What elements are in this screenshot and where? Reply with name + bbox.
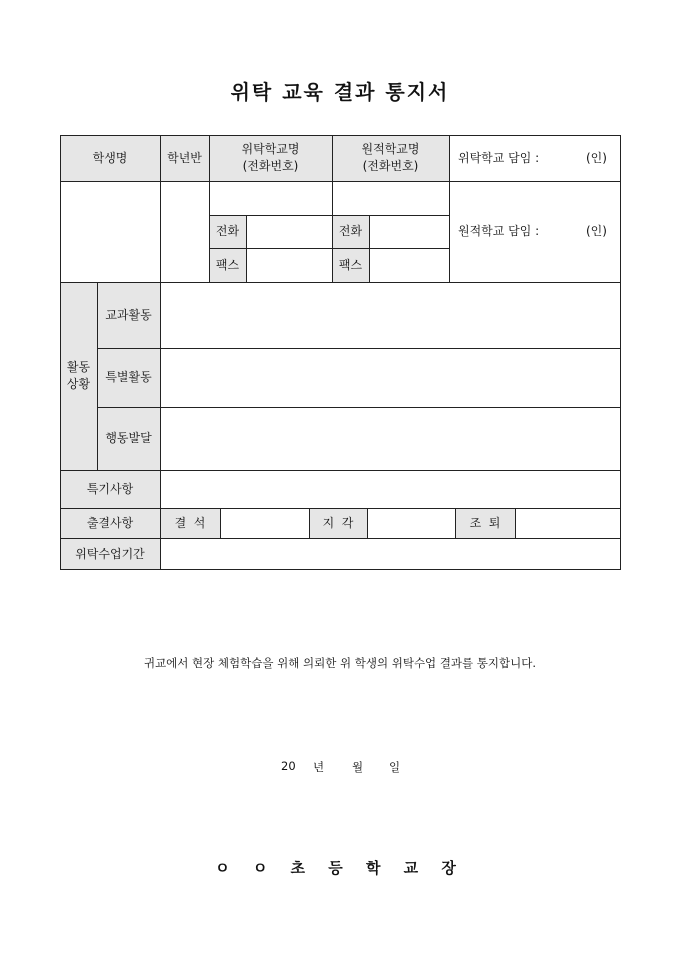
origin-teacher-label: 원적학교 담임 : — [458, 224, 540, 238]
fax-label-origin: 팩스 — [338, 257, 363, 272]
notice-text: 귀교에서 현장 체험학습을 위해 의뢰한 위 학생의 위탁수업 결과를 통지합니다. — [143, 656, 537, 670]
attendance-label: 출결사항 — [86, 515, 134, 530]
grade-class-label: 학년반 — [167, 150, 202, 165]
phone-label-consign: 전화 — [215, 224, 240, 238]
origin-school-label — [332, 135, 449, 181]
consign-school-phone: (전화번호) — [242, 159, 299, 173]
early-leave-label: 조 퇴 — [469, 515, 501, 530]
consign-school-name: 위탁학교명 — [241, 142, 300, 156]
activity-subject-label: 교과활동 — [105, 307, 152, 322]
date-month-unit: 월 — [352, 760, 364, 774]
origin-school-name: 원적학교명 — [361, 142, 420, 156]
consign-teacher-seal: (인) — [586, 150, 607, 165]
remarks-label: 특기사항 — [86, 481, 134, 496]
fax-label-consign: 팩스 — [215, 257, 240, 272]
activity-group-line1: 활동 — [66, 360, 91, 374]
document-title: 위탁 교육 결과 통지서 — [230, 80, 450, 104]
date-year: 20 — [281, 759, 296, 773]
date-year-unit: 년 — [313, 760, 325, 774]
date-day-unit: 일 — [389, 760, 401, 774]
result-form-table — [60, 135, 621, 570]
phone-label-origin: 전화 — [338, 224, 363, 238]
origin-teacher-seal: (인) — [586, 224, 607, 238]
origin-school-phone: (전화번호) — [362, 159, 419, 173]
principal-signature: ㅇ ㅇ 초 등 학 교 장 — [215, 859, 465, 877]
activity-group-line2: 상황 — [66, 377, 91, 391]
student-name-label: 학생명 — [92, 150, 128, 165]
period-label: 위탁수업기간 — [75, 546, 145, 561]
late-label: 지 각 — [322, 515, 354, 530]
activity-behavior-label: 행동발달 — [105, 431, 152, 445]
activity-special-label: 특별활동 — [105, 370, 152, 384]
absent-label: 결 석 — [174, 515, 206, 530]
consign-teacher-label: 위탁학교 담임 : — [458, 150, 540, 165]
activity-group-label — [60, 282, 97, 470]
consign-school-label — [209, 135, 332, 181]
